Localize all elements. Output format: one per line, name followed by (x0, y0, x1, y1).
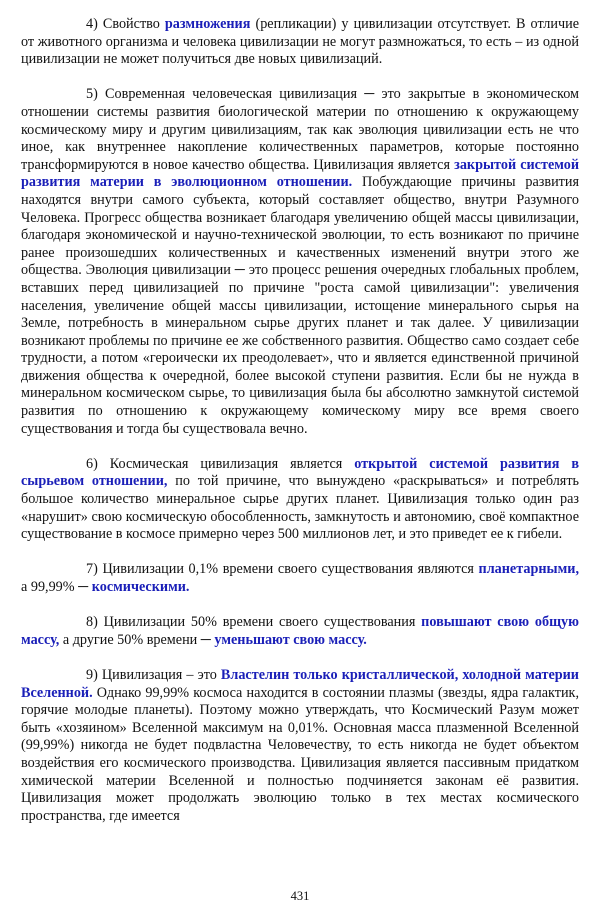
text-run: Однако 99,99% космоса находится в состоянии плазмы (звезды, ядра галактик, горячие молодые планеты). Поэтому можно утверждать, что Космический Разум может быть «хозяином» Вселенной максимум на 0,01%. Основная масса плазменной Вселенной (99,99%) никогда не будет подвластна Человечеству, то есть никогда не будет объектом воздействия его космического производства. Цивилизация является пассивным придатком химической материи Вселенной и полностью подчиняется законам её развития. Цивилизация может продолжать эволюцию только в тех местах космического пространства, где имеется (21, 684, 579, 824)
text-run: 8) Цивилизации 50% времени своего существования (86, 614, 422, 631)
paragraph-7 (21, 561, 579, 596)
page-number: 431 (290, 889, 310, 903)
paragraph-5 (21, 86, 579, 438)
highlight-term: повышают свою общую массу, (21, 614, 579, 648)
text-run: 6) Космическая цивилизация является (86, 455, 355, 472)
paragraph-9 (21, 667, 579, 825)
text-run: 7) Цивилизации 0,1% времени своего существования являются (86, 561, 479, 578)
highlight-term: космическими. (91, 579, 190, 595)
text-run: Побуждающие причины развития находятся внутри самого субъекта, который составляет общество, внутри Разумного Человека. Прогресс общества возникает благодаря увеличению общей массы цивилизации, благодаря экономической и научно-технической эволюции, то есть возникают по причине ранее произошедших количественных и качественных изменений внутри этого же общества. Эволюция цивилизации ─ это процесс решения очередных глобальных проблем, вставших перед цивилизацией по причине "роста самой цивилизации": увеличения населения, увеличение общей массы цивилизации, истощение минерального сырья на Земле, потребность в минеральном сырье других планет и так далее. У цивилизации возникают проблемы по причине ее же собственного развития. Общество само создает себе трудности, а потом «героически их преодолевает», что и является единственной причиной движения общества к очередной, более высокой ступени развития. Если бы не нужда в минеральном космическом сырье, то цивилизация была бы абсолютно замкнутой системой развития по отношению к окружающему комическому миру все время своего существования и тогда бы существовала вечно. (21, 174, 579, 437)
highlight-term: открытой системой развития в сырьевом отношении, (21, 455, 579, 490)
highlight-term: закрытой системой развития материи в эволюционном отношении. (21, 156, 579, 191)
text-run: 5) Современная человеческая цивилизация ─ это закрытые в экономическом отношении системы развития биологической материи по отношению к окружающему космическому миру и другим цивилизациям, так как эволюция цивилизации есть не что иное, как внутреннее накопление количественных параметров, которые постоянно трансформируются в новое качество общества. Цивилизация является (21, 86, 579, 173)
text-run: а другие 50% времени ─ (59, 631, 215, 648)
text-run: (репликации) у цивилизации отсутствует. В отличие от животного организма и человека цивилизации не могут размножаться, то есть – из одной цивилизации не может получиться две новых цивилизаций. (21, 16, 579, 68)
highlight-term: планетарными, (478, 561, 579, 578)
paragraph-4 (21, 16, 579, 69)
highlight-term: Властелин только кристаллической, холодной материи Вселенной. (21, 666, 579, 701)
paragraph-8 (21, 614, 579, 649)
highlight-term: размножения (164, 16, 251, 32)
text-run: по той причине, что вынуждено «раскрываться» и потреблять большое количество минеральное сырье других планет. Цивилизация только один раз «нарушит» свою космическую обособленность, замкнутость и автономию, своё компактное существование в космосе примерно через 500 миллионов лет, и это приведет ее к гибели. (21, 473, 579, 543)
text-run: 4) Свойство (86, 16, 165, 32)
paragraph-6 (21, 456, 579, 544)
text-run: а 99,99% ─ (21, 579, 92, 595)
highlight-term: уменьшают свою массу. (214, 631, 367, 648)
text-run: 9) Цивилизация – это (86, 666, 221, 683)
